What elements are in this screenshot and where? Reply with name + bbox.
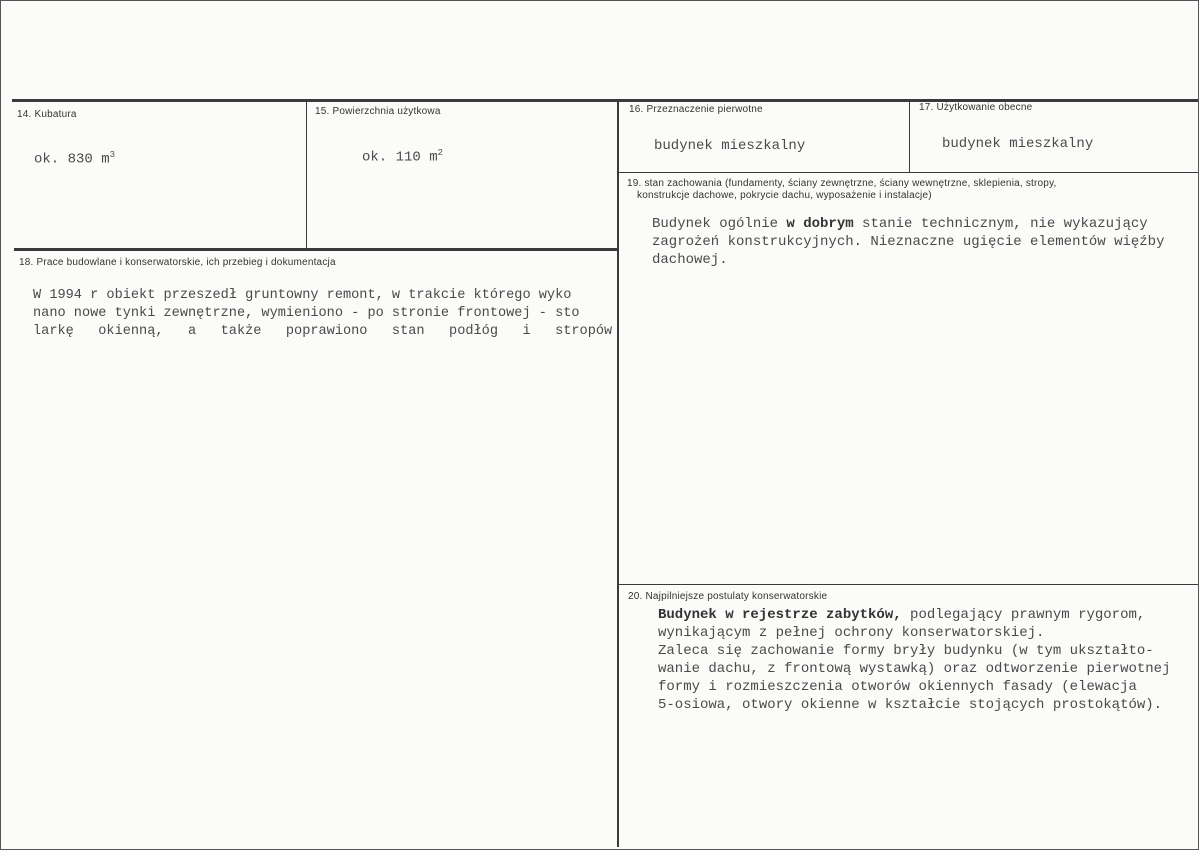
field-19-line-1-post: stanie technicznym, nie wykazujący	[853, 216, 1148, 232]
field-15-value	[362, 144, 443, 167]
field-15-unit-sup: 2	[437, 148, 444, 158]
field-19-text	[652, 215, 1164, 269]
field-14-unit-sup: 3	[109, 150, 116, 160]
field-20-line-4: wanie dachu, z frontową wystawką) oraz odtworzenie pierwotnej	[658, 661, 1171, 677]
field-19-label-line-1: 19. stan zachowania (fundamenty, ściany zewnętrzne, ściany wewnętrzne, sklepienia, stropy,	[627, 178, 1057, 189]
field-18-label: 18. Prace budowlane i konserwatorskie, ich przebieg i dokumentacja	[19, 257, 336, 268]
field-20-line-2: wynikającym z pełnej ochrony konserwatorskiej.	[658, 625, 1045, 641]
field-18-line-1: W 1994 r obiekt przeszedł gruntowny remont, w trakcie którego wyko	[33, 288, 572, 303]
field-14-value-text: ok. 830 m	[34, 151, 110, 168]
field-17-label: 17. Użytkowanie obecne	[919, 102, 1033, 113]
field-14-value	[34, 146, 115, 169]
field-20-text	[658, 606, 1170, 714]
divider-14-15	[306, 101, 307, 249]
field-15-value-text: ok. 110 m	[362, 149, 438, 166]
field-19-line-1-pre: Budynek ogólnie	[652, 216, 787, 232]
field-20-label: 20. Najpilniejsze postulaty konserwatorskie	[628, 591, 828, 602]
field-19-line-3: dachowej.	[652, 252, 728, 268]
field-15-label: 15. Powierzchnia użytkowa	[315, 106, 441, 117]
field-19-label-line-2: konstrukcje dachowe, pokrycie dachu, wyposażenie i instalacje)	[637, 190, 932, 201]
field-16-value: budynek mieszkalny	[654, 138, 806, 154]
field-20-line-6: 5-osiowa, otwory okienne w kształcie stojących prostokątów).	[658, 697, 1163, 713]
field-19-line-1-bold: w dobrym	[786, 216, 854, 232]
main-column-divider	[617, 101, 619, 847]
field-20-line-1-bold: Budynek w rejestrze zabytków,	[658, 607, 902, 623]
rule-below-16-17	[619, 172, 1198, 173]
rule-below-14-15	[14, 248, 617, 251]
field-20-line-5: formy i rozmieszczenia otworów okiennych fasady (elewacja	[658, 679, 1137, 695]
field-18-text	[33, 287, 617, 341]
field-16-label: 16. Przeznaczenie pierwotne	[629, 104, 763, 115]
field-18-line-2: nano nowe tynki zewnętrzne, wymieniono - po stronie frontowej - sto	[33, 306, 580, 321]
rule-below-19	[619, 584, 1198, 585]
field-19-label	[627, 178, 1192, 202]
field-20-line-3: Zaleca się zachowanie formy bryły budynku (w tym ukształto-	[658, 643, 1154, 659]
field-18-line-3: larkę okienną, a także poprawiono stan podłóg i stropów	[33, 324, 613, 339]
field-17-value: budynek mieszkalny	[942, 136, 1094, 152]
field-14-label: 14. Kubatura	[17, 109, 77, 120]
field-19-line-2: zagrożeń konstrukcyjnych. Nieznaczne ugięcie elementów więźby	[652, 234, 1165, 250]
field-20-line-1-post: podlegający prawnym rygorom,	[901, 607, 1146, 623]
divider-16-17	[909, 101, 910, 173]
